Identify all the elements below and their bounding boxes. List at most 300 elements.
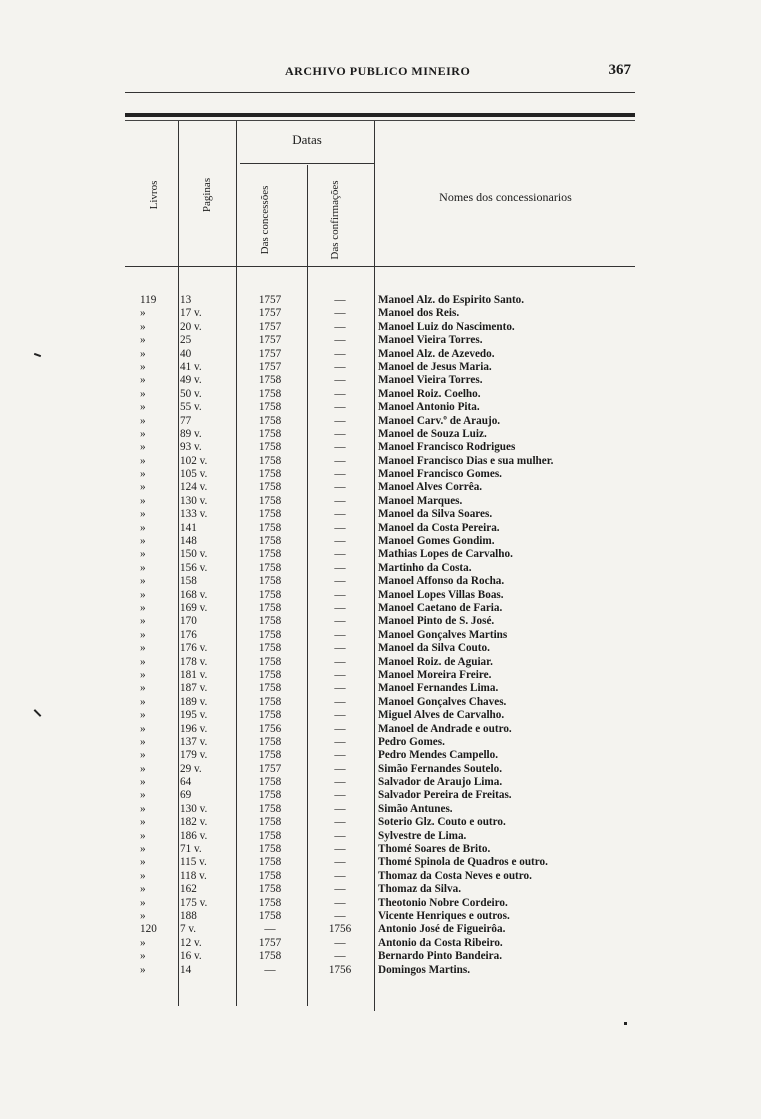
cell-confirmacao: —	[334, 695, 346, 708]
cell-pagina: 176 v.	[180, 642, 208, 655]
cell-livro: »	[140, 521, 146, 534]
cell-livro: »	[140, 909, 146, 922]
cell-concessao: 1758	[258, 735, 282, 748]
table-row	[130, 856, 640, 869]
cell-livro: »	[140, 508, 146, 521]
cell-confirmacao: —	[334, 548, 346, 561]
table-row	[130, 307, 640, 320]
cell-nome: Manoel Antonio Pita.	[378, 401, 480, 414]
print-speck	[34, 353, 41, 357]
cell-livro: »	[140, 936, 146, 949]
cell-pagina: 7 v.	[180, 923, 197, 936]
cell-confirmacao: —	[334, 869, 346, 882]
cell-concessao: 1758	[258, 869, 282, 882]
cell-nome: Manoel Alz. de Azevedo.	[378, 347, 495, 360]
cell-livro: »	[140, 655, 146, 668]
cell-confirmacao: —	[334, 735, 346, 748]
header-bottom-rule	[125, 266, 635, 267]
table-row	[130, 415, 640, 428]
cell-confirmacao: —	[334, 521, 346, 534]
cell-livro: »	[140, 535, 146, 548]
cell-confirmacao: —	[334, 468, 346, 481]
print-speck	[34, 709, 42, 717]
cell-pagina: 29 v.	[180, 762, 202, 775]
table-row	[130, 870, 640, 883]
col-header-das-concessoes	[258, 180, 286, 260]
cell-pagina: 20 v.	[180, 320, 202, 333]
cell-concessao: 1758	[258, 655, 282, 668]
cell-pagina: 178 v.	[180, 655, 208, 668]
table-row	[130, 749, 640, 762]
cell-nome: Manoel Caetano de Faria.	[378, 601, 503, 614]
cell-pagina: 93 v.	[180, 441, 202, 454]
cell-nome: Manoel Marques.	[378, 494, 463, 507]
print-speck	[624, 1022, 627, 1025]
col-header-datas: Datas	[292, 132, 322, 147]
cell-concessao: 1758	[258, 843, 282, 856]
cell-pagina: 189 v.	[180, 695, 208, 708]
table-row	[130, 361, 640, 374]
cell-pagina: 195 v.	[180, 709, 208, 722]
cell-confirmacao: —	[334, 575, 346, 588]
cell-nome: Manoel Alz. do Espirito Santo.	[378, 294, 525, 306]
cell-confirmacao: —	[334, 709, 346, 722]
table-row	[130, 669, 640, 682]
cell-livro: »	[140, 575, 146, 588]
table-row	[130, 495, 640, 508]
cell-nome: Sylvestre de Lima.	[378, 829, 467, 842]
cell-pagina: 50 v.	[180, 387, 202, 400]
cell-concessao: 1758	[258, 575, 282, 588]
table-row	[130, 937, 640, 950]
cell-confirmacao: —	[334, 360, 346, 373]
cell-livro: »	[140, 869, 146, 882]
cell-pagina: 13	[180, 294, 192, 306]
page-number: 367	[608, 62, 631, 78]
table-row	[130, 763, 640, 776]
cell-concessao: 1758	[258, 521, 282, 534]
cell-confirmacao: —	[334, 722, 346, 735]
cell-nome: Antonio José de Figueirôa.	[378, 923, 506, 936]
cell-concessao: 1758	[258, 642, 282, 655]
cell-concessao: 1758	[258, 508, 282, 521]
cell-concessao: 1758	[258, 816, 282, 829]
cell-livro: »	[140, 695, 146, 708]
cell-concessao: 1758	[258, 883, 282, 896]
cell-confirmacao: —	[334, 668, 346, 681]
cell-nome: Manoel Gonçalves Martins	[378, 628, 508, 641]
cell-livro: »	[140, 668, 146, 681]
cell-pagina: 77	[180, 414, 192, 427]
cell-concessao: 1757	[258, 936, 282, 949]
cell-concessao: 1758	[258, 374, 282, 387]
cell-confirmacao: —	[334, 816, 346, 829]
cell-confirmacao: —	[334, 843, 346, 856]
cell-concessao: 1758	[258, 789, 282, 802]
cell-pagina: 150 v.	[180, 548, 208, 561]
cell-pagina: 124 v.	[180, 481, 208, 494]
cell-confirmacao: —	[334, 615, 346, 628]
cell-confirmacao: —	[334, 682, 346, 695]
cell-confirmacao: —	[334, 896, 346, 909]
cell-pagina: 115 v.	[180, 856, 207, 869]
cell-pagina: 169 v.	[180, 601, 208, 614]
cell-concessao: 1758	[258, 829, 282, 842]
cell-pagina: 133 v.	[180, 508, 208, 521]
cell-concessao: 1758	[258, 776, 282, 789]
cell-pagina: 162	[180, 883, 197, 896]
cell-nome: Manoel Francisco Dias e sua mulher.	[378, 454, 554, 467]
table-row	[130, 789, 640, 802]
cell-nome: Vicente Henriques e outros.	[378, 909, 510, 922]
cell-livro: »	[140, 776, 146, 789]
table-row	[130, 321, 640, 334]
table-row	[130, 897, 640, 910]
cell-confirmacao: —	[334, 414, 346, 427]
cell-pagina: 175 v.	[180, 896, 208, 909]
cell-livro: »	[140, 856, 146, 869]
cell-confirmacao: —	[334, 441, 346, 454]
cell-nome: Thomaz da Silva.	[378, 883, 461, 896]
cell-livro: »	[140, 883, 146, 896]
cell-confirmacao: —	[334, 535, 346, 548]
cell-confirmacao: —	[334, 601, 346, 614]
cell-confirmacao: —	[334, 481, 346, 494]
cell-livro: »	[140, 789, 146, 802]
table-row	[130, 589, 640, 602]
cell-nome: Manoel Vieira Torres.	[378, 334, 483, 347]
cell-livro: »	[140, 561, 146, 574]
cell-concessao: 1758	[258, 802, 282, 815]
cell-nome: Thomé Soares de Brito.	[378, 843, 491, 856]
cell-pagina: 196 v.	[180, 722, 208, 735]
cell-confirmacao: —	[334, 294, 346, 306]
table-row	[130, 723, 640, 736]
cell-concessao: 1757	[258, 334, 282, 347]
table-row	[130, 348, 640, 361]
cell-livro: »	[140, 615, 146, 628]
running-title: ARCHIVO PUBLICO MINEIRO	[285, 64, 471, 78]
cell-livro: »	[140, 494, 146, 507]
table-row	[130, 615, 640, 628]
cell-pagina: 186 v.	[180, 829, 208, 842]
cell-pagina: 176	[180, 628, 197, 641]
cell-concessao: 1758	[258, 601, 282, 614]
cell-concessao: —	[264, 963, 276, 976]
cell-concessao: 1758	[258, 950, 282, 963]
cell-nome: Thomaz da Costa Neves e outro.	[378, 869, 532, 882]
cell-livro: »	[140, 441, 146, 454]
table-row	[130, 575, 640, 588]
cell-nome: Mathias Lopes de Carvalho.	[378, 548, 513, 561]
col-header-das-confirmacoes	[328, 180, 356, 260]
table-row	[130, 776, 640, 789]
cell-pagina: 64	[180, 776, 192, 789]
table-row	[130, 602, 640, 615]
cell-confirmacao: 1756	[328, 923, 352, 936]
cell-confirmacao: 1756	[328, 963, 352, 976]
cell-concessao: 1758	[258, 628, 282, 641]
table-row	[130, 816, 640, 829]
cell-pagina: 137 v.	[180, 735, 208, 748]
cell-concessao: 1758	[258, 682, 282, 695]
cell-nome: Manoel de Andrade e outro.	[378, 722, 512, 735]
cell-pagina: 41 v.	[180, 360, 202, 373]
cell-nome: Manoel Pinto de S. José.	[378, 615, 495, 628]
cell-livro: »	[140, 963, 146, 976]
cell-nome: Manoel Francisco Rodrigues	[378, 441, 516, 454]
cell-nome: Manoel Moreira Freire.	[378, 668, 492, 681]
cell-livro: »	[140, 628, 146, 641]
cell-livro: »	[140, 642, 146, 655]
cell-confirmacao: —	[334, 749, 346, 762]
cell-pagina: 170	[180, 615, 197, 628]
cell-livro: »	[140, 468, 146, 481]
cell-pagina: 25	[180, 334, 192, 347]
table-row	[130, 696, 640, 709]
page-header	[125, 64, 635, 86]
cell-concessao: 1758	[258, 896, 282, 909]
cell-confirmacao: —	[334, 642, 346, 655]
cell-concessao: 1758	[258, 427, 282, 440]
cell-livro: »	[140, 481, 146, 494]
cell-confirmacao: —	[334, 320, 346, 333]
cell-nome: Salvador de Araujo Lima.	[378, 776, 503, 789]
table-row	[130, 334, 640, 347]
table-row	[130, 548, 640, 561]
cell-confirmacao: —	[334, 307, 346, 320]
cell-confirmacao: —	[334, 387, 346, 400]
cell-livro: »	[140, 816, 146, 829]
cell-concessao: 1758	[258, 441, 282, 454]
cell-nome: Salvador Pereira de Freitas.	[378, 789, 512, 802]
table-row	[130, 481, 640, 494]
cell-nome: Pedro Mendes Campello.	[378, 749, 499, 762]
cell-confirmacao: —	[334, 856, 346, 869]
table-row	[130, 803, 640, 816]
table-body	[130, 294, 640, 977]
cell-livro: »	[140, 950, 146, 963]
cell-confirmacao: —	[334, 883, 346, 896]
cell-nome: Manoel da Costa Pereira.	[378, 521, 500, 534]
cell-pagina: 40	[180, 347, 192, 360]
cell-livro: »	[140, 414, 146, 427]
col-header-livros: Livros	[148, 180, 160, 210]
cell-concessao: 1758	[258, 856, 282, 869]
cell-confirmacao: —	[334, 588, 346, 601]
cell-livro: »	[140, 762, 146, 775]
cell-concessao: 1757	[258, 360, 282, 373]
cell-pagina: 187 v.	[180, 682, 208, 695]
cell-confirmacao: —	[334, 374, 346, 387]
cell-nome: Manoel Affonso da Rocha.	[378, 575, 505, 588]
cell-concessao: 1758	[258, 561, 282, 574]
cell-livro: »	[140, 334, 146, 347]
cell-nome: Manoel Roiz. Coelho.	[378, 387, 481, 400]
table-top-rule	[125, 113, 635, 117]
cell-nome: Manoel Vieira Torres.	[378, 374, 483, 387]
cell-livro: »	[140, 588, 146, 601]
table-row	[130, 883, 640, 896]
cell-pagina: 49 v.	[180, 374, 202, 387]
cell-pagina: 105 v.	[180, 468, 208, 481]
cell-pagina: 156 v.	[180, 561, 208, 574]
table-row	[130, 455, 640, 468]
cell-nome: Manoel Alves Corrêa.	[378, 481, 483, 494]
cell-pagina: 182 v.	[180, 816, 208, 829]
cell-nome: Soterio Glz. Couto e outro.	[378, 816, 506, 829]
table-row	[130, 830, 640, 843]
cell-concessao: 1757	[258, 347, 282, 360]
cell-livro: »	[140, 709, 146, 722]
cell-concessao: 1758	[258, 548, 282, 561]
cell-livro: »	[140, 735, 146, 748]
cell-pagina: 55 v.	[180, 401, 202, 414]
table-row	[130, 508, 640, 521]
cell-nome: Manoel Fernandes Lima.	[378, 682, 499, 695]
cell-nome: Manoel Luiz do Nascimento.	[378, 320, 515, 333]
cell-concessao: 1758	[258, 668, 282, 681]
cell-concessao: 1757	[258, 294, 282, 306]
cell-confirmacao: —	[334, 655, 346, 668]
table-row	[130, 294, 640, 307]
cell-livro: »	[140, 829, 146, 842]
cell-confirmacao: —	[334, 494, 346, 507]
cell-livro: »	[140, 548, 146, 561]
cell-pagina: 17 v.	[180, 307, 202, 320]
cell-confirmacao: —	[334, 347, 346, 360]
table-row	[130, 656, 640, 669]
table-row	[130, 843, 640, 856]
cell-concessao: 1757	[258, 320, 282, 333]
cell-livro: »	[140, 682, 146, 695]
cell-concessao: 1758	[258, 695, 282, 708]
cell-nome: Manoel Gomes Gondim.	[378, 535, 495, 548]
cell-confirmacao: —	[334, 802, 346, 815]
cell-concessao: 1758	[258, 588, 282, 601]
cell-nome: Martinho da Costa.	[378, 561, 472, 574]
cell-confirmacao: —	[334, 427, 346, 440]
cell-pagina: 16 v.	[180, 950, 202, 963]
cell-livro: »	[140, 454, 146, 467]
cell-confirmacao: —	[334, 508, 346, 521]
cell-concessao: 1757	[258, 307, 282, 320]
cell-concessao: 1758	[258, 468, 282, 481]
cell-pagina: 130 v.	[180, 494, 208, 507]
cell-concessao: 1758	[258, 414, 282, 427]
col-header-das-confirmacoes-text: Das confirmações	[329, 180, 341, 260]
table-row	[130, 535, 640, 548]
cell-confirmacao: —	[334, 401, 346, 414]
cell-livro: »	[140, 427, 146, 440]
cell-nome: Thomé Spinola de Quadros e outro.	[378, 856, 548, 869]
cell-nome: Manoel dos Reis.	[378, 307, 460, 320]
cell-livro: »	[140, 320, 146, 333]
table-row	[130, 374, 640, 387]
table-row	[130, 401, 640, 414]
header-rule	[125, 92, 635, 93]
cell-livro: »	[140, 347, 146, 360]
cell-pagina: 69	[180, 789, 192, 802]
cell-livro: »	[140, 360, 146, 373]
cell-pagina: 71 v.	[180, 843, 202, 856]
cell-concessao: 1758	[258, 535, 282, 548]
cell-pagina: 130 v.	[180, 802, 208, 815]
table-row	[130, 441, 640, 454]
cell-concessao: 1758	[258, 494, 282, 507]
table-row	[130, 736, 640, 749]
cell-confirmacao: —	[334, 628, 346, 641]
cell-livro: »	[140, 307, 146, 320]
cell-nome: Manoel da Silva Soares.	[378, 508, 493, 521]
cell-pagina: 168 v.	[180, 588, 208, 601]
cell-nome: Domingos Martins.	[378, 963, 470, 976]
cell-pagina: 12 v.	[180, 936, 202, 949]
cell-concessao: 1758	[258, 749, 282, 762]
cell-pagina: 102 v.	[180, 454, 208, 467]
cell-nome: Manoel Carv.º de Araujo.	[378, 414, 501, 427]
cell-confirmacao: —	[334, 454, 346, 467]
cell-pagina: 188	[180, 909, 197, 922]
table-row	[130, 642, 640, 655]
cell-pagina: 148	[180, 535, 197, 548]
table-row	[130, 522, 640, 535]
cell-concessao: 1758	[258, 615, 282, 628]
table-row	[130, 964, 640, 977]
cell-nome: Miguel Alves de Carvalho.	[378, 709, 505, 722]
cell-concessao: 1757	[258, 762, 282, 775]
cell-nome: Simão Fernandes Soutelo.	[378, 762, 503, 775]
cell-livro: »	[140, 896, 146, 909]
table-row	[130, 950, 640, 963]
cell-livro: »	[140, 374, 146, 387]
cell-pagina: 14	[180, 963, 192, 976]
cell-concessao: 1758	[258, 454, 282, 467]
cell-livro: »	[140, 749, 146, 762]
cell-concessao: 1758	[258, 909, 282, 922]
table-row	[130, 923, 640, 936]
col-header-das-concessoes-text: Das concessões	[259, 185, 271, 255]
cell-nome: Manoel Roiz. de Aguiar.	[378, 655, 493, 668]
cell-nome: Manoel de Souza Luiz.	[378, 427, 487, 440]
cell-livro: »	[140, 722, 146, 735]
cell-concessao: 1758	[258, 709, 282, 722]
table-row	[130, 910, 640, 923]
table-row	[130, 428, 640, 441]
cell-confirmacao: —	[334, 909, 346, 922]
cell-confirmacao: —	[334, 561, 346, 574]
cell-confirmacao: —	[334, 950, 346, 963]
cell-nome: Manoel da Silva Couto.	[378, 642, 490, 655]
table-row	[130, 629, 640, 642]
table-row	[130, 468, 640, 481]
cell-concessao: —	[264, 923, 276, 936]
datas-rule	[240, 163, 374, 164]
cell-livro: »	[140, 802, 146, 815]
cell-nome: Simão Antunes.	[378, 802, 453, 815]
cell-confirmacao: —	[334, 936, 346, 949]
cell-confirmacao: —	[334, 829, 346, 842]
table-row	[130, 388, 640, 401]
cell-confirmacao: —	[334, 789, 346, 802]
cell-nome: Manoel Francisco Gomes.	[378, 468, 502, 481]
cell-nome: Theotonio Nobre Cordeiro.	[378, 896, 508, 909]
cell-pagina: 179 v.	[180, 749, 208, 762]
col-header-nomes: Nomes dos concessionarios	[439, 190, 572, 204]
cell-confirmacao: —	[334, 776, 346, 789]
cell-livro: »	[140, 401, 146, 414]
cell-livro: 120	[140, 923, 157, 936]
